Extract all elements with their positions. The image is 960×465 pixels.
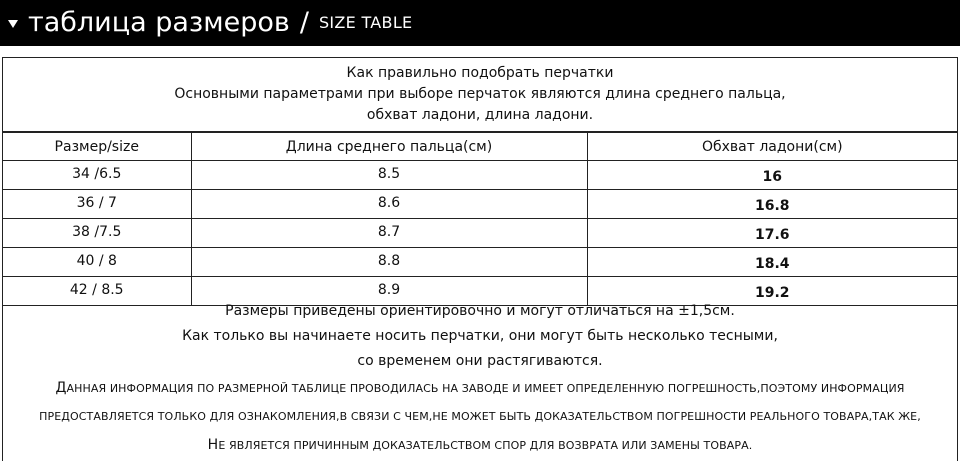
column-header: Длина среднего пальца(см) [191,133,587,161]
table-cell: 8.7 [191,219,587,248]
disclaimer-line: ПРЕДОСТАВЛЯЕТСЯ ТОЛЬКО ДЛЯ ОЗНАКОМЛЕНИЯ,В СВЯЗИ С ЧЕМ,НЕ МОЖЕТ БЫТЬ ДОКАЗАТЕЛЬСТВОМ ПОГРЕШНОСТИ РЕАЛЬНОГО ТОВАРА,ТАК ЖЕ, [39,410,921,423]
table-cell: 19.2 [587,277,957,306]
header-banner [0,0,960,46]
disclaimer-line [3,374,957,403]
table-cell: 42 / 8.5 [3,277,191,306]
table-cell: 16.8 [587,190,957,219]
table-cell: 17.6 [587,219,957,248]
table-cell: 36 / 7 [3,190,191,219]
intro-line: обхват ладони, длина ладони. [366,107,594,123]
disclaimer-text: АННАЯ ИНФОРМАЦИЯ ПО РАЗМЕРНОЙ ТАБЛИЦЕ ПРОВОДИЛАСЬ НА ЗАВОДЕ И ИМЕЕТ ОПРЕДЕЛЕННУЮ ПОГРЕШНОСТЬ,ПОЭТОМУ ИНФОРМАЦИЯ [66,382,905,395]
table-row [3,190,957,219]
page-subtitle: SIZE TABLE [318,13,413,32]
table-row [3,248,957,277]
note-line: Размеры приведены ориентировочно и могут отличаться на ±1,5см. [225,303,735,319]
disclaimer-text: Е ЯВЛЯЕТСЯ ПРИЧИННЫМ ДОКАЗАТЕЛЬСТВОМ СПОР ДЛЯ ВОЗВРАТА ИЛИ ЗАМЕНЫ ТОВАРА. [218,439,753,452]
table-row [3,161,957,190]
note-line: со временем они растягиваются. [357,353,603,369]
table-cell: 8.9 [191,277,587,306]
disclaimer-initial: Д [55,380,67,396]
page-title: таблица размеров [28,7,290,38]
table-cell: 8.6 [191,190,587,219]
intro-section [3,58,957,132]
column-header: Размер/size [3,133,191,161]
table-row [3,219,957,248]
notes-section [3,291,957,462]
table-cell: 40 / 8 [3,248,191,277]
disclaimer-line [3,431,957,460]
column-header: Обхват ладони(см) [587,133,957,161]
note-line: Как только вы начинаете носить перчатки, они могут быть несколько тесными, [182,328,778,344]
size-table-frame [2,57,958,461]
table-cell: 8.8 [191,248,587,277]
table-cell: 38 /7.5 [3,219,191,248]
table-cell: 8.5 [191,161,587,190]
size-table [3,132,957,306]
table-cell: 16 [587,161,957,190]
triangle-down-icon [8,20,18,28]
table-cell: 34 /6.5 [3,161,191,190]
disclaimer-initial: Н [207,437,219,453]
intro-line: Как правильно подобрать перчатки [346,65,614,81]
intro-line: Основными параметрами при выборе перчаток являются длина среднего пальца, [174,86,786,102]
title-separator: / [299,7,309,38]
table-cell: 18.4 [587,248,957,277]
table-header-row [3,133,957,161]
